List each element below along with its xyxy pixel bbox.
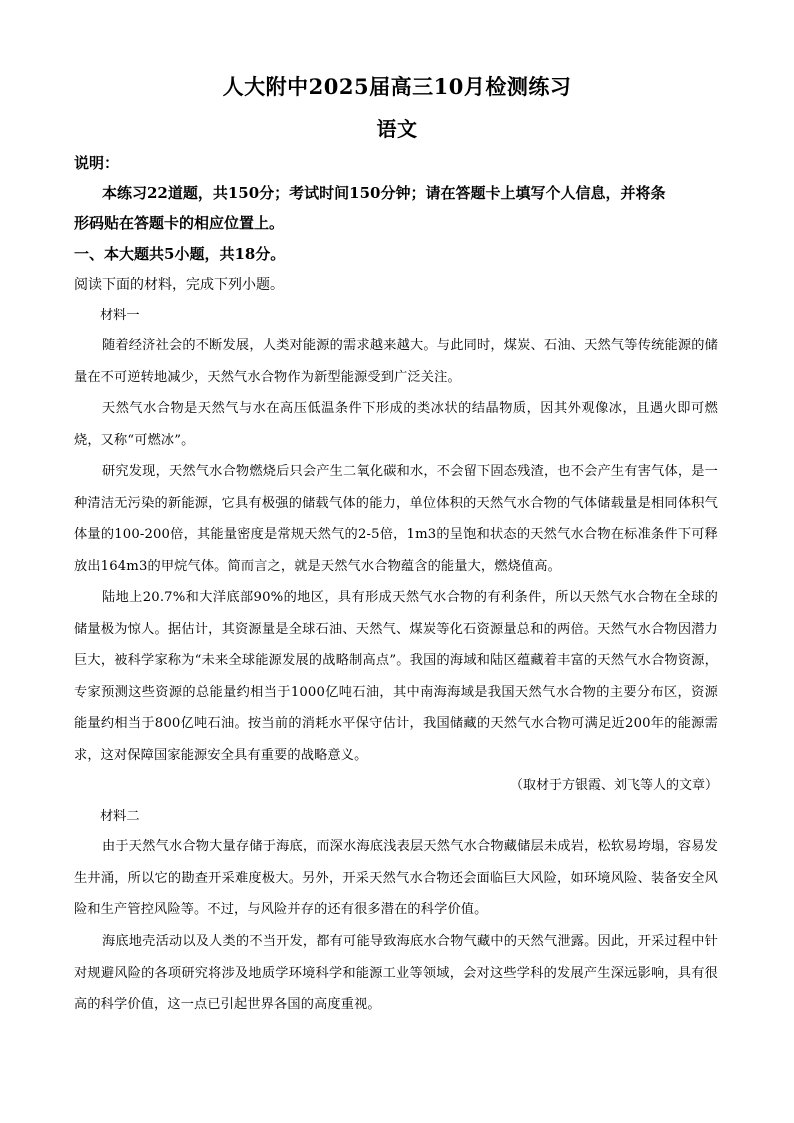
section-prompt: 阅读下面的材料，完成下列小题。 <box>74 277 284 293</box>
section-heading: 一、本大题共5小题，共18分。 <box>74 245 286 263</box>
instructions-label: 说明： <box>74 154 120 172</box>
material-1-paragraph: 陆地上20.7%和大洋底部90%的地区，具有形成天然气水合物的有利条件，所以天然气水合物在全球的储量极为惊人。据估计，其资源量是全球石油、天然气、煤炭等化石资源量总和的两倍。天然气水合物因潜力巨大，被科学家称为“未来全球能源发展的战略制高点”。我国的海域和陆区蕴藏着丰富的天然气水合物资源，专家预测这些资源的总能量约相当于1000亿吨石油，其中南海海域是我国天然气水合物的主要分布区，资源能量约相当于800亿吨石油。按当前的消耗水平保守估计，我国储藏的天然气水合物可满足近200年的能源需求，这对保障国家能源安全具有重要的战略意义。 <box>74 590 718 763</box>
material-2-paragraph: 海底地壳活动以及人类的不当开发，都有可能导致海底水合物气藏中的天然气泄露。因此，开采过程中针对规避风险的各项研究将涉及地质学环境科学和能源工业等领域，会对这些学科的发展产生深远影响，具有很高的科学价值，这一点已引起世界各国的高度重视。 <box>74 934 718 1012</box>
instructions-line-1: 本练习22道题，共150分；考试时间150分钟；请在答题卡上填写个人信息，并将条 <box>102 184 666 202</box>
subject-title: 语文 <box>376 117 418 141</box>
material-1-paragraph: 天然气水合物是天然气与水在高压低温条件下形成的类冰状的结晶物质，因其外观像冰，且遇火即可燃烧，又称“可燃冰”。 <box>74 401 718 448</box>
page-title: 人大附中2025届高三10月检测练习 <box>222 74 572 99</box>
material-1-label: 材料一 <box>100 308 140 323</box>
material-1-paragraph: 研究发现，天然气水合物燃烧后只会产生二氧化碳和水，不会留下固态残渣，也不会产生有害气体，是一种清洁无污染的新能源，它具有极强的储载气体的能力，单位体积的天然气水合物的气体储载量是相同体积气体量的100-200倍，其能量密度是常规天然气的2-5倍，1m3的呈饱和状态的天然气水合物在标准条件下可释放出164m3的甲烷气体。简而言之，就是天然气水合物蕴含的能量大，燃烧值高。 <box>74 464 718 574</box>
material-1-source: （取材于方银霞、刘飞等人的文章） <box>509 778 718 793</box>
material-1-paragraph: 随着经济社会的不断发展，人类对能源的需求越来越大。与此同时，煤炭、石油、天然气等传统能源的储量在不可逆转地减少，天然气水合物作为新型能源受到广泛关注。 <box>74 338 718 385</box>
material-2-paragraph: 由于天然气水合物大量存储于海底，而深水海底浅表层天然气水合物藏储层未成岩，松软易垮塌，容易发生井涌，所以它的勘查开采难度极大。另外，开采天然气水合物还会面临巨大风险，如环境风险、装备安全风险和生产管控风险等。不过，与风险并存的还有很多潜在的科学价值。 <box>74 839 718 917</box>
material-2-label: 材料二 <box>100 809 140 824</box>
instructions-line-2: 形码贴在答题卡的相应位置上。 <box>74 214 285 232</box>
